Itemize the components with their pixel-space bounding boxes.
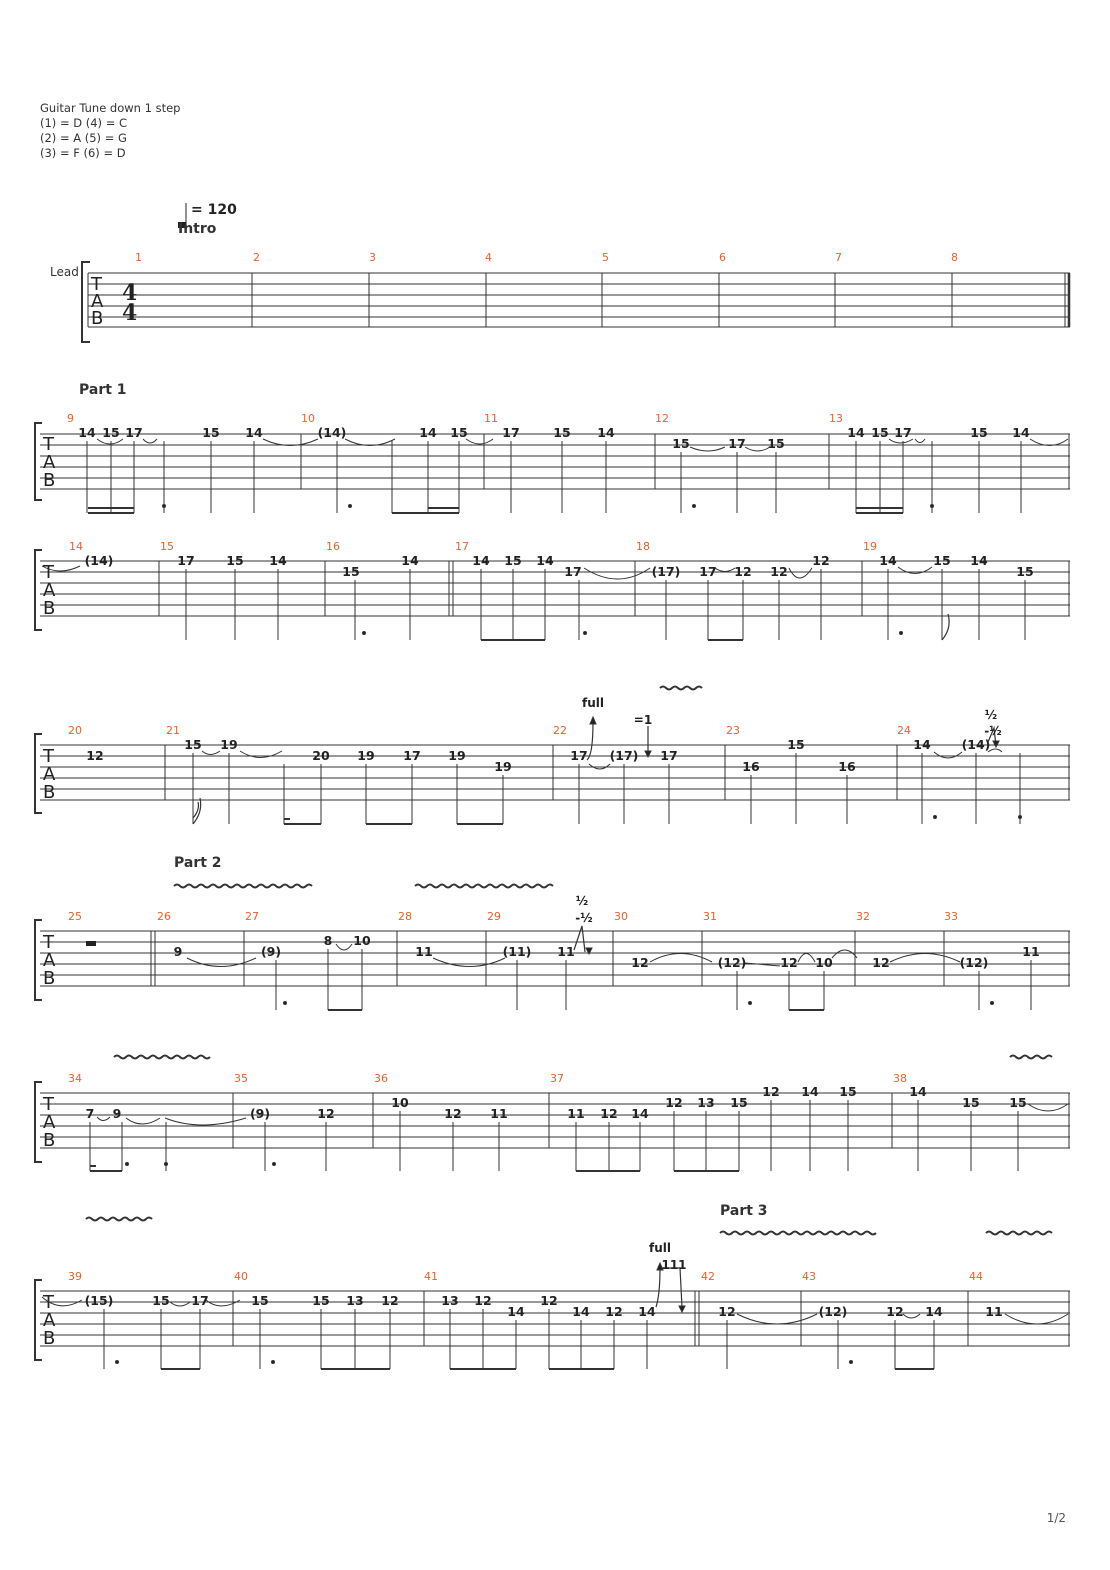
tab-letter: T xyxy=(43,562,54,583)
tab-note: 10 xyxy=(391,1095,409,1110)
tab-letter: T xyxy=(43,1292,54,1313)
measure-number: 36 xyxy=(374,1072,388,1085)
tab-note: 12 xyxy=(540,1293,558,1308)
tab-note: 14 xyxy=(419,425,437,440)
bend-label: ½ xyxy=(575,894,589,908)
tab-letter: A xyxy=(43,452,56,473)
tab-note: 15 xyxy=(1016,564,1034,579)
staff-lines xyxy=(40,434,1070,489)
tab-note: 17 xyxy=(177,553,195,568)
tab-note: 15 xyxy=(962,1095,980,1110)
measure-number: 44 xyxy=(969,1270,983,1283)
tab-note: 15 xyxy=(312,1293,330,1308)
measure-number: 21 xyxy=(166,724,180,737)
tab-note: 11 xyxy=(415,944,433,959)
measure-number: 43 xyxy=(802,1270,816,1283)
tab-note: 12 xyxy=(872,955,890,970)
tab-note: 14 xyxy=(536,553,554,568)
barlines xyxy=(159,561,1069,616)
measure-number: 35 xyxy=(234,1072,248,1085)
tab-note: 15 xyxy=(152,1293,170,1308)
tab-note: 12 xyxy=(605,1304,623,1319)
section-label-part-2: Part 2 xyxy=(174,855,222,871)
tab-note: 12 xyxy=(631,955,649,970)
vibrato-marks xyxy=(660,687,702,690)
tab-note: 14 xyxy=(572,1304,590,1319)
tab-letter: T xyxy=(43,434,54,455)
measure-number: 26 xyxy=(157,910,171,923)
measure-number: 7 xyxy=(835,251,842,264)
tab-note: 12 xyxy=(86,748,104,763)
vibrato-marks xyxy=(174,885,553,888)
measure-number: 23 xyxy=(726,724,740,737)
tab-letter: A xyxy=(91,291,104,312)
tab-letter: T xyxy=(43,932,54,953)
tab-note: 14 xyxy=(401,553,419,568)
tab-note: 14 xyxy=(631,1106,649,1121)
tempo-text: = 120 xyxy=(191,202,237,218)
tab-note: 15 xyxy=(102,425,120,440)
tab-note: 15 xyxy=(672,436,690,451)
tab-note: 17 xyxy=(564,564,582,579)
tab-note: 14 xyxy=(970,553,988,568)
tab-note: 16 xyxy=(742,759,760,774)
bend-label: ½ xyxy=(984,708,998,722)
tab-letter: B xyxy=(91,308,104,329)
measure-number: 41 xyxy=(424,1270,438,1283)
tab-note: 15 xyxy=(970,425,988,440)
tab-note: 15 xyxy=(202,425,220,440)
tab-note: 19 xyxy=(448,748,466,763)
tab-letter: B xyxy=(43,1130,56,1151)
tab-letter: T xyxy=(43,746,54,767)
staff-lines xyxy=(88,273,1070,327)
tab-letter: A xyxy=(43,580,56,601)
measure-number: 6 xyxy=(719,251,726,264)
measure-number: 9 xyxy=(67,412,74,425)
tab-letter: A xyxy=(43,1310,56,1331)
tab-note: 9 xyxy=(173,944,183,959)
staff-lines xyxy=(40,745,1070,800)
measure-number: 11 xyxy=(484,412,498,425)
tab-note: 12 xyxy=(474,1293,492,1308)
measure-number: 15 xyxy=(160,540,174,553)
tab-note: 14 xyxy=(925,1304,943,1319)
system-bracket xyxy=(35,1082,42,1162)
measure-number: 28 xyxy=(398,910,412,923)
tab-note: (14) xyxy=(84,553,114,568)
tab-note: 15 xyxy=(342,564,360,579)
measure-number: 27 xyxy=(245,910,259,923)
measure-number: 40 xyxy=(234,1270,248,1283)
measure-number: 22 xyxy=(553,724,567,737)
note-stems xyxy=(87,441,1021,513)
section-label-part-3: Part 3 xyxy=(720,1203,768,1219)
measure-number: 4 xyxy=(485,251,492,264)
system-bracket xyxy=(35,920,42,1000)
tab-letter: A xyxy=(43,764,56,785)
vibrato-marks xyxy=(114,1056,1052,1059)
tab-note: 14 xyxy=(801,1084,819,1099)
tab-note: (17) xyxy=(651,564,681,579)
tab-letter: B xyxy=(43,598,56,619)
staff-lines xyxy=(40,931,1070,986)
tab-note: 10 xyxy=(353,933,371,948)
tab-note: 15 xyxy=(730,1095,748,1110)
tab-letter: B xyxy=(43,470,56,491)
time-sig-top: 4 xyxy=(122,280,138,306)
tab-note: 12 xyxy=(600,1106,618,1121)
measure-number: 16 xyxy=(326,540,340,553)
measure-number: 24 xyxy=(897,724,911,737)
tab-letter: B xyxy=(43,968,56,989)
tab-note: 15 xyxy=(226,553,244,568)
tab-note: 17 xyxy=(403,748,421,763)
tab-note: 15 xyxy=(839,1084,857,1099)
measure-number: 34 xyxy=(68,1072,82,1085)
tab-note: 12 xyxy=(770,564,788,579)
tuning-line: (2) = A (5) = G xyxy=(40,131,127,145)
tab-note: 14 xyxy=(245,425,263,440)
tab-note: 16 xyxy=(838,759,856,774)
tab-note: 15 xyxy=(251,1293,269,1308)
tab-note: (9) xyxy=(249,1106,271,1121)
measure-number: 19 xyxy=(863,540,877,553)
tab-note: 15 xyxy=(553,425,571,440)
measure-number: 18 xyxy=(636,540,650,553)
tab-note: 17 xyxy=(125,425,143,440)
tab-note: 17 xyxy=(660,748,678,763)
tab-note: 17 xyxy=(894,425,912,440)
tab-note: 13 xyxy=(697,1095,715,1110)
tab-note: 14 xyxy=(913,737,931,752)
section-label-part-1: Part 1 xyxy=(79,382,127,398)
bend-markings xyxy=(574,926,592,954)
tab-note: 11 xyxy=(490,1106,508,1121)
bend-label: =1 xyxy=(633,713,653,727)
tuning-title: Guitar Tune down 1 step xyxy=(40,101,181,115)
staff-lines xyxy=(40,561,1070,616)
tab-note: 14 xyxy=(879,553,897,568)
tab-note: 17 xyxy=(728,436,746,451)
tab-note: 14 xyxy=(1012,425,1030,440)
tab-note: 7 xyxy=(85,1106,95,1121)
tab-note: 12 xyxy=(317,1106,335,1121)
tab-note: 14 xyxy=(597,425,615,440)
tab-note: 15 xyxy=(504,553,522,568)
tab-note: 8 xyxy=(323,933,333,948)
measure-number: 14 xyxy=(69,540,83,553)
bend-label: full xyxy=(649,1241,671,1255)
tab-note: 12 xyxy=(444,1106,462,1121)
tab-note: (15) xyxy=(84,1293,114,1308)
barlines xyxy=(252,273,1069,327)
tab-note: (12) xyxy=(959,955,989,970)
page-number: 1/2 xyxy=(1046,1511,1066,1525)
measure-number: 31 xyxy=(703,910,717,923)
tab-note: 14 xyxy=(472,553,490,568)
tab-note: 11 xyxy=(567,1106,585,1121)
tab-note: 17 xyxy=(502,425,520,440)
tuning-line: (1) = D (4) = C xyxy=(40,116,128,130)
system-bracket xyxy=(35,1280,42,1360)
tab-letter: T xyxy=(91,274,102,295)
measure-number: 38 xyxy=(893,1072,907,1085)
tab-note: (12) xyxy=(818,1304,848,1319)
tab-note: 15 xyxy=(787,737,805,752)
system-bracket xyxy=(82,262,90,342)
track-name: Lead xyxy=(50,265,79,279)
rest-symbol xyxy=(86,941,96,946)
tab-note: 13 xyxy=(441,1293,459,1308)
bend-label: -½ xyxy=(984,724,1002,738)
tab-letter: A xyxy=(43,1112,56,1133)
tab-letter: T xyxy=(43,1094,54,1115)
system-bracket xyxy=(35,423,42,500)
measure-number: 13 xyxy=(829,412,843,425)
measure-number: 32 xyxy=(856,910,870,923)
vibrato-marks xyxy=(86,1218,1052,1235)
barlines xyxy=(233,1093,1069,1148)
tab-note: 14 xyxy=(269,553,287,568)
tab-note: 15 xyxy=(450,425,468,440)
note-stems xyxy=(276,949,1031,1010)
staff-lines xyxy=(40,1093,1070,1148)
tab-note: 12 xyxy=(381,1293,399,1308)
tab-letter: B xyxy=(43,782,56,803)
tab-note: 17 xyxy=(570,748,588,763)
tab-note: (11) xyxy=(502,944,532,959)
bend-label: full xyxy=(582,696,604,710)
tab-note: (14) xyxy=(961,737,991,752)
note-stems xyxy=(90,1100,1018,1171)
measure-number: 33 xyxy=(944,910,958,923)
tab-note: 11 xyxy=(557,944,575,959)
tab-note: (12) xyxy=(717,955,747,970)
tab-note: 12 xyxy=(718,1304,736,1319)
tab-note: 12 xyxy=(886,1304,904,1319)
bend-label: 111 xyxy=(661,1258,687,1272)
tab-note: 15 xyxy=(933,553,951,568)
tab-note: 14 xyxy=(847,425,865,440)
barlines xyxy=(151,931,1069,986)
measure-number: 39 xyxy=(68,1270,82,1283)
tab-note: (14) xyxy=(317,425,347,440)
tab-note: 19 xyxy=(220,737,238,752)
tuning-line: (3) = F (6) = D xyxy=(40,146,126,160)
tab-note: 15 xyxy=(871,425,889,440)
measure-number: 1 xyxy=(135,251,142,264)
tab-note: 13 xyxy=(346,1293,364,1308)
tab-note: 17 xyxy=(191,1293,209,1308)
measure-number: 2 xyxy=(253,251,260,264)
tab-note: (9) xyxy=(260,944,282,959)
tab-note: (17) xyxy=(609,748,639,763)
tab-note: 12 xyxy=(812,553,830,568)
tab-note: 12 xyxy=(780,955,798,970)
tab-note: 12 xyxy=(762,1084,780,1099)
tab-letter: A xyxy=(43,950,56,971)
tab-note: 11 xyxy=(1022,944,1040,959)
tab-note: 14 xyxy=(78,425,96,440)
measure-number: 12 xyxy=(655,412,669,425)
tab-note: 14 xyxy=(638,1304,656,1319)
system-bracket xyxy=(35,734,42,813)
tab-note: 11 xyxy=(985,1304,1003,1319)
measure-number: 29 xyxy=(487,910,501,923)
measure-number: 3 xyxy=(369,251,376,264)
measure-number: 42 xyxy=(701,1270,715,1283)
tab-note: 15 xyxy=(1009,1095,1027,1110)
bend-label: -½ xyxy=(575,911,593,925)
tab-note: 12 xyxy=(734,564,752,579)
measure-number: 8 xyxy=(951,251,958,264)
tab-note: 20 xyxy=(312,748,330,763)
tab-note: 14 xyxy=(909,1084,927,1099)
measure-number: 17 xyxy=(455,540,469,553)
time-sig-bottom: 4 xyxy=(122,300,138,326)
intro-label: Intro xyxy=(178,221,217,237)
measure-number: 10 xyxy=(301,412,315,425)
tab-note: 15 xyxy=(767,436,785,451)
tab-note: 9 xyxy=(112,1106,122,1121)
tab-note: 17 xyxy=(699,564,717,579)
measure-number: 30 xyxy=(614,910,628,923)
tab-note: 19 xyxy=(494,759,512,774)
tab-note: 12 xyxy=(665,1095,683,1110)
measure-number: 5 xyxy=(602,251,609,264)
measure-number: 25 xyxy=(68,910,82,923)
system-bracket xyxy=(35,550,42,630)
tab-note: 10 xyxy=(815,955,833,970)
measure-number: 37 xyxy=(550,1072,564,1085)
tab-note: 15 xyxy=(184,737,202,752)
tab-note: 14 xyxy=(507,1304,525,1319)
tab-note: 19 xyxy=(357,748,375,763)
tab-letter: B xyxy=(43,1328,56,1349)
measure-number: 20 xyxy=(68,724,82,737)
